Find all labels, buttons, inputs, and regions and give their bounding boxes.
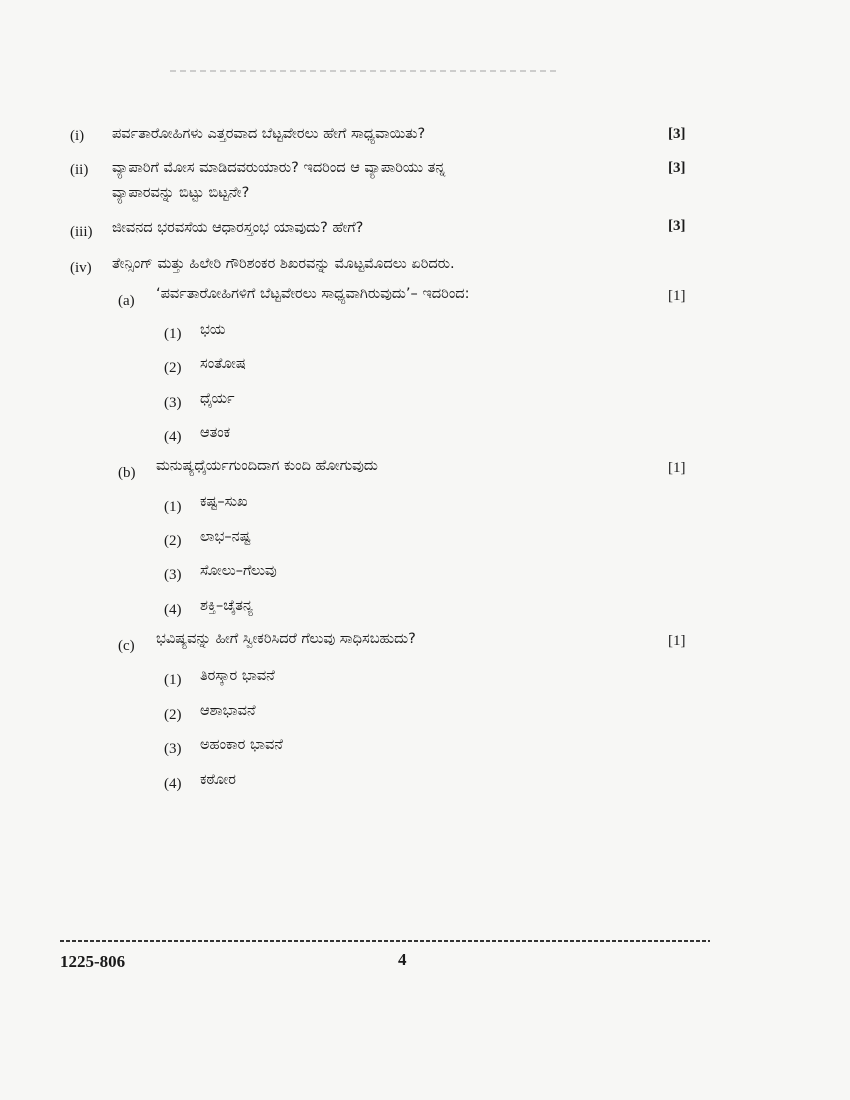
option-number-a2: (2) <box>164 360 182 376</box>
option-number-b1: (1) <box>164 499 182 515</box>
option-number-c1: (1) <box>164 672 182 688</box>
option-number-a1: (1) <box>164 326 182 342</box>
subquestion-label-c: (c) <box>118 638 135 654</box>
subquestion-mark-c: [1] <box>668 633 686 649</box>
footer-divider <box>60 940 710 942</box>
option-text-a4: ಆತಂಕ <box>200 425 231 441</box>
option-number-c2: (2) <box>164 707 182 723</box>
subquestion-text-b: ಮನುಷ್ಯಧೈರ್ಯಗುಂದಿದಾಗ ಕುಂದಿ ಹೋಗುವುದು <box>156 458 378 474</box>
option-number-c4: (4) <box>164 776 182 792</box>
option-text-b2: ಲಾಭ–ನಷ್ಟ <box>200 529 251 545</box>
option-text-c4: ಕಠೋರ <box>200 772 236 788</box>
option-number-c3: (3) <box>164 741 182 757</box>
option-number-b3: (3) <box>164 567 182 583</box>
subquestion-label-a: (a) <box>118 293 135 309</box>
question-text-iii: ಜೀವನದ ಭರವಸೆಯ ಆಧಾರಸ್ತಂಭ ಯಾವುದು? ಹೇಗೆ? <box>112 220 364 236</box>
option-text-c1: ತಿರಸ್ಕಾರ ಭಾವನೆ <box>200 668 275 684</box>
option-text-b1: ಕಷ್ಟ–ಸುಖ <box>200 494 248 510</box>
option-text-b3: ಸೋಲು–ಗೆಲುವು <box>200 563 277 579</box>
option-text-b4: ಶಕ್ತಿ–ಚೈತನ್ಯ <box>200 598 253 614</box>
option-number-b2: (2) <box>164 533 182 549</box>
subquestion-mark-b: [1] <box>668 460 686 476</box>
subquestion-mark-a: [1] <box>668 288 686 304</box>
subquestion-text-c: ಭವಿಷ್ಯವನ್ನು ಹೀಗೆ ಸ್ವೀಕರಿಸಿದರೆ ಗೆಲುವು ಸಾಧಿಸಬಹುದು? <box>156 631 416 647</box>
question-text-i: ಪರ್ವತಾರೋಹಿಗಳು ಎತ್ತರವಾದ ಬೆಟ್ಟವೇರಲು ಹೇಗೆ ಸಾಧ್ಯವಾಯಿತು? <box>112 126 426 142</box>
option-text-a1: ಭಯ <box>200 322 226 338</box>
top-divider <box>170 70 560 72</box>
option-number-b4: (4) <box>164 602 182 618</box>
page-number: 4 <box>398 950 407 969</box>
question-number-i: (i) <box>70 128 85 144</box>
question-mark-ii: [3] <box>668 160 686 176</box>
question-number-ii: (ii) <box>70 162 89 178</box>
question-text-ii: ವ್ಯಾಪಾರಿಗೆ ಮೋಸ ಮಾಡಿದವರುಯಾರು? ಇದರಿಂದ ಆ ವ್ಯಾಪಾರಿಯು ತನ್ನ <box>112 160 446 176</box>
question-text-iv: ತೇನ್ಸಿಂಗ್ ಮತ್ತು ಹಿಲೇರಿ ಗೌರಿಶಂಕರ ಶಿಖರವನ್ನು ಮೊಟ್ಟಮೊದಲು ಏರಿದರು. <box>112 256 455 272</box>
question-mark-iii: [3] <box>668 218 686 234</box>
option-number-a4: (4) <box>164 429 182 445</box>
option-text-a3: ಧೈರ್ಯ <box>200 391 235 407</box>
question-text-ii-line2: ವ್ಯಾಪಾರವನ್ನು ಬಿಟ್ಟು ಬಿಟ್ಟನೇ? <box>112 185 250 201</box>
question-number-iii: (iii) <box>70 224 93 240</box>
question-number-iv: (iv) <box>70 260 92 276</box>
subquestion-text-a: ‘ಪರ್ವತಾರೋಹಿಗಳಿಗೆ ಬೆಟ್ಟವೇರಲು ಸಾಧ್ಯವಾಗಿರುವುದು’– ಇದರಿಂದ: <box>156 286 470 302</box>
paper-code: 1225-806 <box>60 952 126 971</box>
question-mark-i: [3] <box>668 126 686 142</box>
subquestion-label-b: (b) <box>118 465 136 481</box>
option-text-c2: ಆಶಾಭಾವನೆ <box>200 703 256 719</box>
option-number-a3: (3) <box>164 395 182 411</box>
option-text-a2: ಸಂತೋಷ <box>200 356 246 372</box>
option-text-c3: ಅಹಂಕಾರ ಭಾವನೆ <box>200 737 283 753</box>
